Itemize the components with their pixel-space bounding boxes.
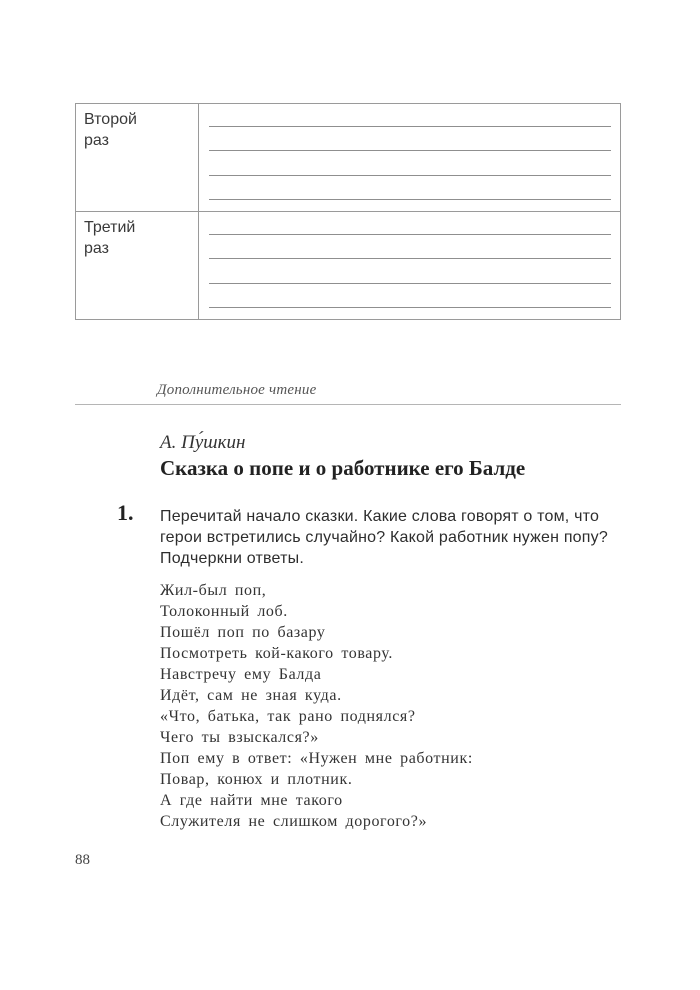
story-title: Сказка о попе и о работнике его Балде <box>160 456 526 480</box>
poem-line: Повар, конюх и плотник. <box>160 771 353 788</box>
section-header: Дополнительное чтение <box>157 382 317 398</box>
table-row-third-time <box>76 212 620 319</box>
page-number: 88 <box>75 852 90 868</box>
answer-table <box>75 103 621 320</box>
poem-line: Чего ты взыскался?» <box>160 729 319 746</box>
poem-line: Поп ему в ответ: «Нужен мне работник: <box>160 750 473 767</box>
table-row-second-time <box>76 104 620 212</box>
answer-line[interactable] <box>209 150 611 151</box>
answer-line[interactable] <box>209 307 611 308</box>
task-number: 1. <box>117 500 134 525</box>
column-divider <box>198 104 199 211</box>
poem-excerpt <box>160 580 630 832</box>
poem-line: Служителя не слишком дорогого?» <box>160 813 428 830</box>
poem-line: А где найти мне такого <box>160 792 343 809</box>
answer-line[interactable] <box>209 234 611 235</box>
answer-line[interactable] <box>209 283 611 284</box>
poem-line: Посмотреть кой-какого товару. <box>160 645 393 662</box>
task-instructions: Перечитай начало сказки. Какие слова говорят о том, что герои встретились случайно? Какой работник нужен попу? Подчеркни ответы. <box>160 508 608 567</box>
poem-line: «Что, батька, так рано поднялся? <box>160 708 416 725</box>
row-label-second-time: Второй раз <box>84 111 137 149</box>
story-author: А. Пу́шкин <box>160 432 246 453</box>
poem-line: Пошёл поп по базару <box>160 624 326 641</box>
poem-line: Навстречу ему Балда <box>160 666 322 683</box>
section-divider <box>75 404 621 405</box>
row-label-third-time: Третий раз <box>84 219 136 257</box>
answer-line[interactable] <box>209 175 611 176</box>
answer-line[interactable] <box>209 258 611 259</box>
column-divider <box>198 212 199 319</box>
poem-line: Жил-был поп, <box>160 582 267 599</box>
answer-line[interactable] <box>209 126 611 127</box>
poem-line: Идёт, сам не зная куда. <box>160 687 342 704</box>
answer-line[interactable] <box>209 199 611 200</box>
poem-line: Толоконный лоб. <box>160 603 288 620</box>
